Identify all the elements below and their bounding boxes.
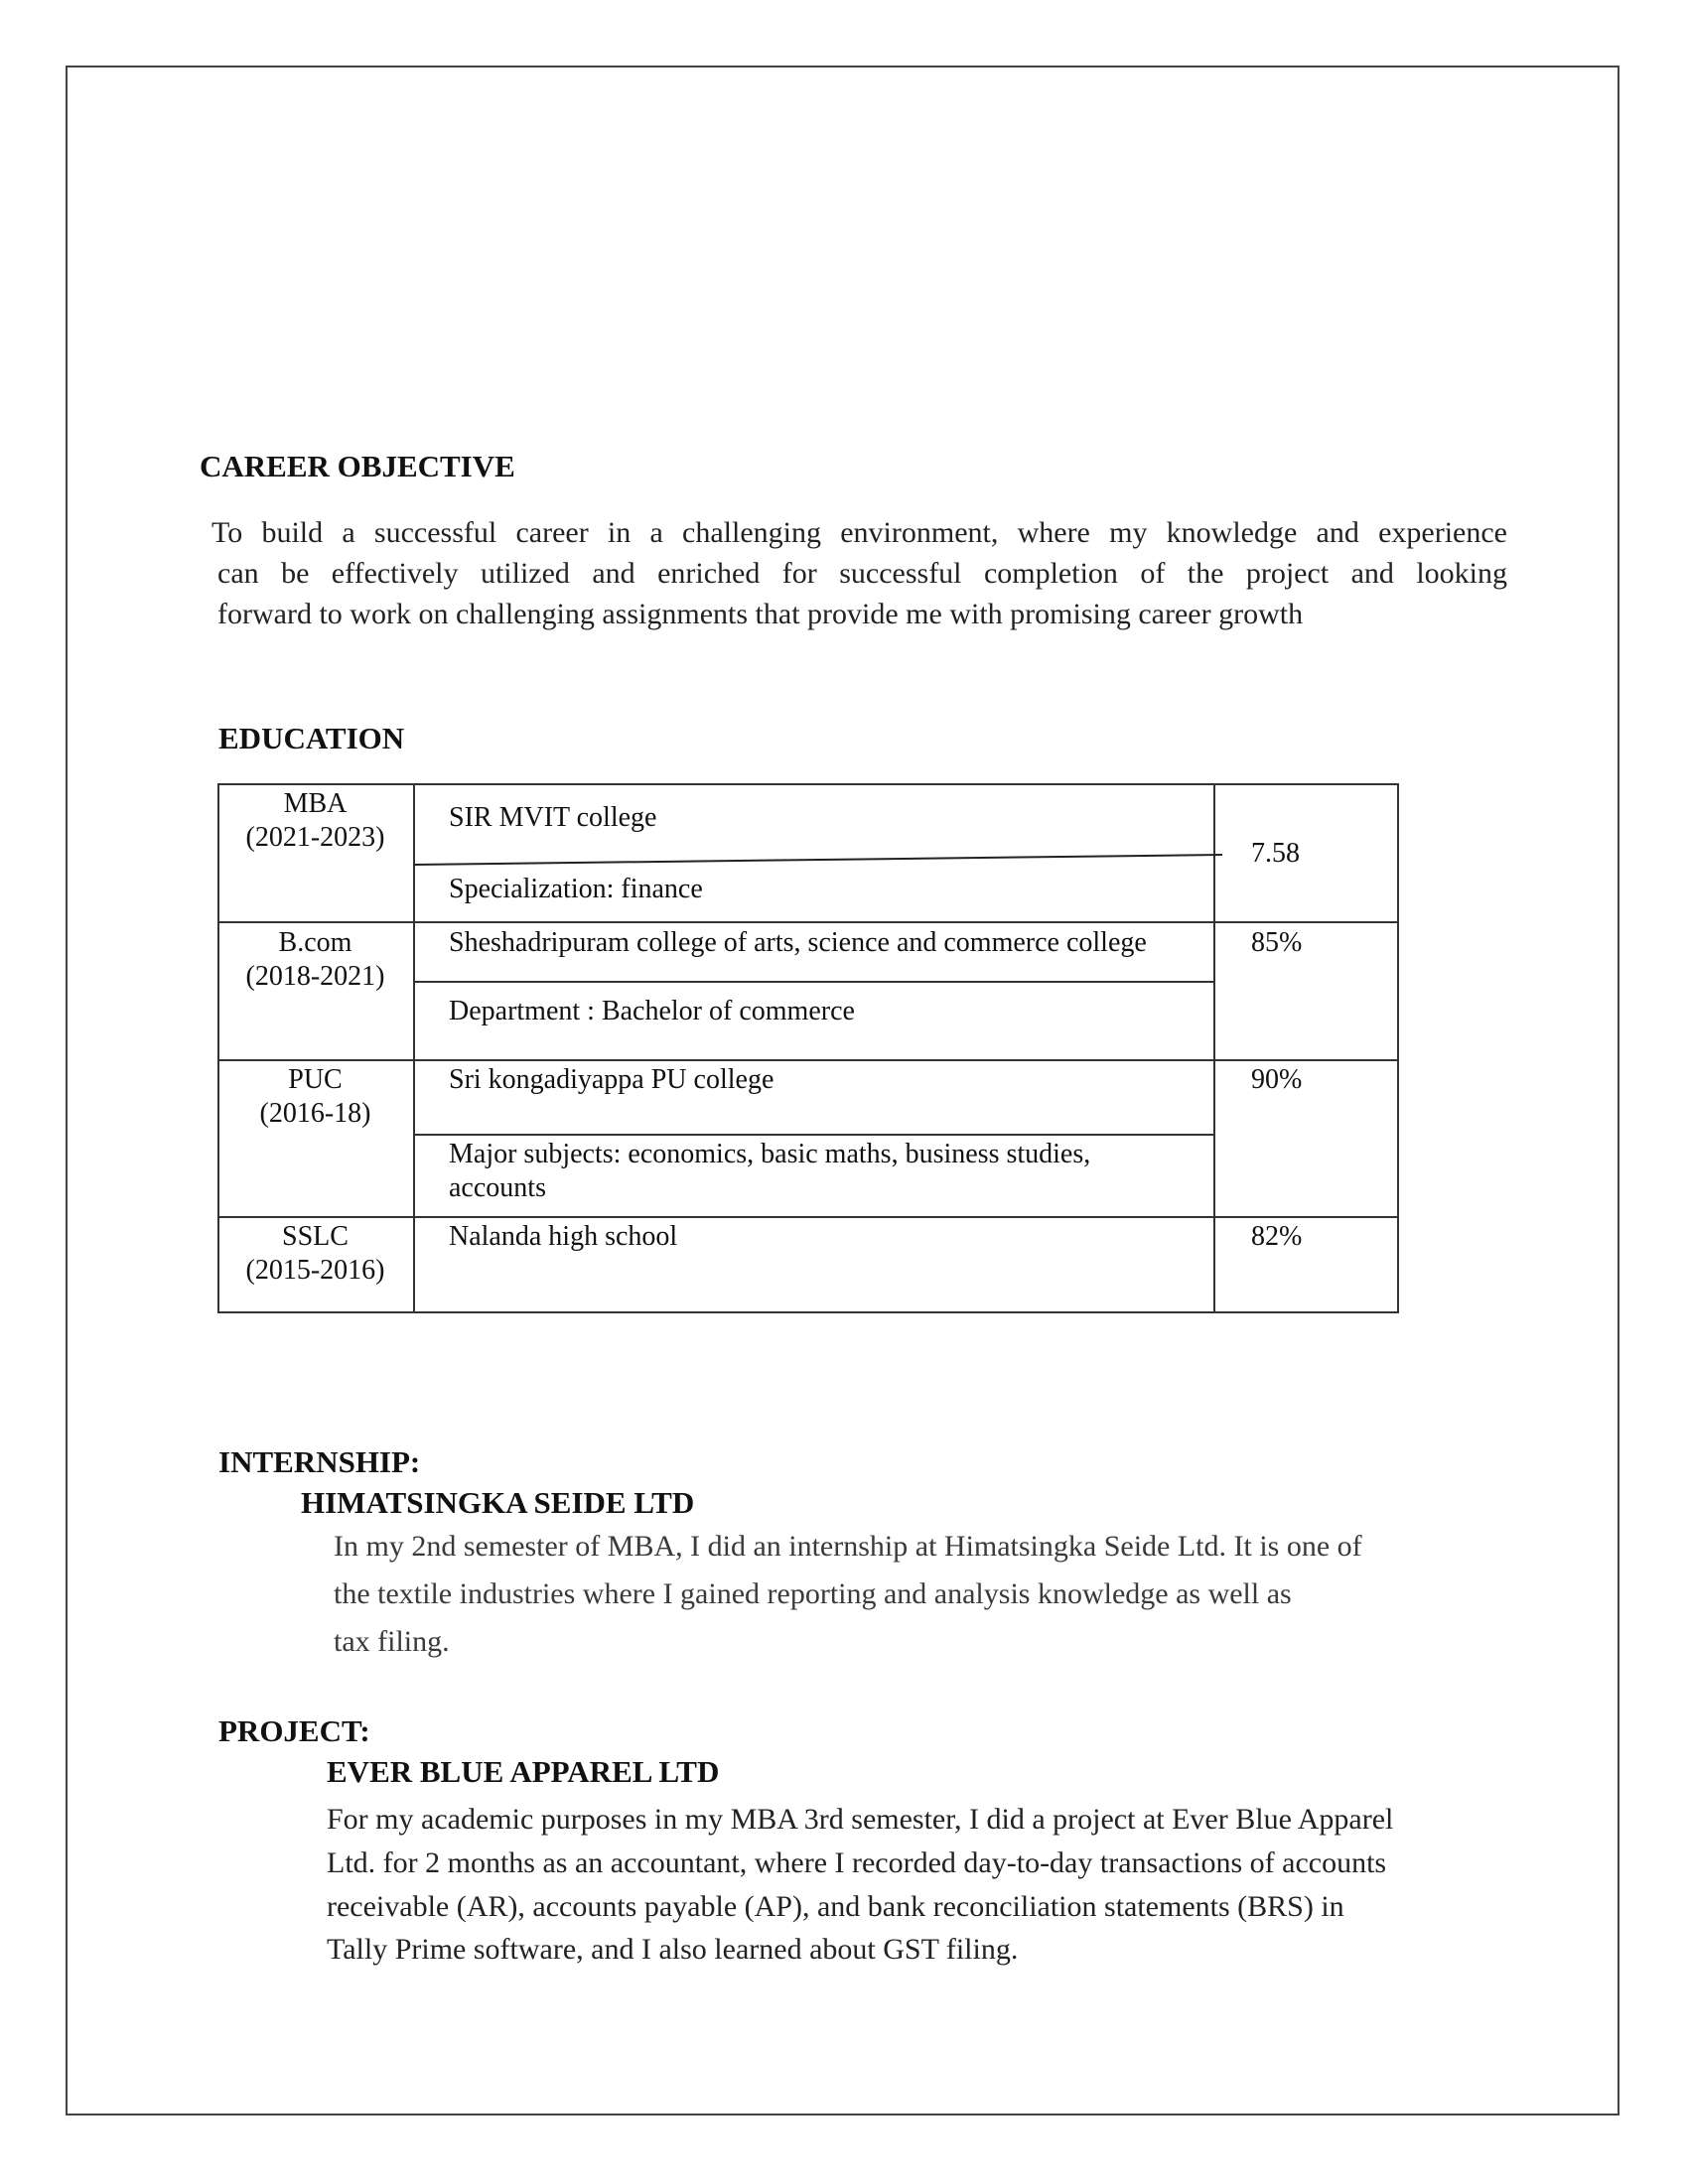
years: (2016-18) <box>259 1098 371 1129</box>
score: 82% <box>1251 1221 1303 1252</box>
career-objective-line: forward to work on challenging assignments that provide me with promising career growth <box>217 598 1304 630</box>
project-line: For my academic purposes in my MBA 3rd semester, I did a project at Ever Blue Apparel <box>327 1803 1394 1836</box>
career-objective-line: can be effectively utilized and enriched for successful completion of the project and looking <box>217 557 1507 590</box>
internship-line: In my 2nd semester of MBA, I did an internship at Himatsingka Seide Ltd. It is one of <box>334 1530 1362 1563</box>
degree-cell <box>217 1063 413 1131</box>
degree-cell <box>217 787 413 855</box>
detail: Department : Bachelor of commerce <box>449 996 855 1026</box>
internship-line: tax filing. <box>334 1625 450 1658</box>
detail <box>449 1138 1090 1205</box>
degree-cell <box>217 1220 413 1288</box>
career-objective-line: To build a successful career in a challenging environment, where my knowledge and experience <box>211 516 1507 549</box>
score: 90% <box>1251 1064 1303 1095</box>
detail: Specialization: finance <box>449 874 703 904</box>
years: (2015-2016) <box>245 1255 385 1286</box>
project-line: receivable (AR), accounts payable (AP), and bank reconciliation statements (BRS) in <box>327 1890 1344 1923</box>
career-objective-heading: CAREER OBJECTIVE <box>200 449 515 483</box>
project-line: Ltd. for 2 months as an accountant, where I recorded day-to-day transactions of accounts <box>327 1846 1387 1879</box>
internship-heading: INTERNSHIP: <box>218 1444 421 1479</box>
education-heading: EDUCATION <box>218 721 405 755</box>
project-company: EVER BLUE APPAREL LTD <box>327 1754 720 1789</box>
education-table <box>217 783 1399 1313</box>
internship-line: the textile industries where I gained reporting and analysis knowledge as well as <box>334 1577 1292 1610</box>
degree: SSLC <box>282 1221 349 1252</box>
institution: Sri kongadiyappa PU college <box>449 1064 774 1095</box>
degree: B.com <box>278 927 352 958</box>
institution: Nalanda high school <box>449 1221 678 1252</box>
degree: MBA <box>283 788 348 819</box>
score: 85% <box>1251 927 1303 958</box>
project-line: Tally Prime software, and I also learned about GST filing. <box>327 1933 1019 1966</box>
detail-line: accounts <box>449 1172 546 1203</box>
years: (2018-2021) <box>245 961 385 992</box>
years: (2021-2023) <box>245 822 385 853</box>
institution: Sheshadripuram college of arts, science and commerce college <box>449 927 1147 958</box>
internship-company: HIMATSINGKA SEIDE LTD <box>301 1485 695 1520</box>
project-heading: PROJECT: <box>218 1713 370 1748</box>
degree: PUC <box>288 1064 343 1095</box>
detail-line: Major subjects: economics, basic maths, business studies, <box>449 1139 1091 1169</box>
institution: SIR MVIT college <box>449 802 657 833</box>
score: 7.58 <box>1251 838 1300 869</box>
degree-cell <box>217 926 413 994</box>
